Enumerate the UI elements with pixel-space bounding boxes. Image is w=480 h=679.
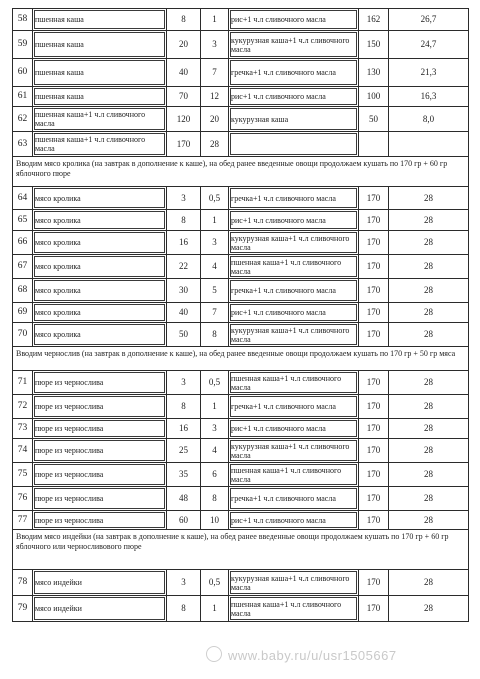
- gram-amount: 1: [201, 596, 229, 622]
- row-number: 67: [13, 255, 33, 279]
- total-amount: 170: [359, 371, 389, 395]
- breakfast-dish: гречка+1 ч.л сливочного масла: [229, 279, 359, 303]
- table-row: [13, 596, 469, 622]
- row-number: 73: [13, 419, 33, 439]
- total-amount: 170: [359, 596, 389, 622]
- breakfast-dish: кукурузная каша+1 ч.л сливочного масла: [229, 31, 359, 59]
- table-row: [13, 107, 469, 132]
- row-number: 74: [13, 439, 33, 463]
- row-number: 76: [13, 487, 33, 511]
- table-row: [13, 570, 469, 596]
- day-amount: 170: [167, 132, 201, 157]
- breakfast-dish: гречка+1 ч.л сливочного масла: [229, 187, 359, 210]
- table-row: [13, 487, 469, 511]
- table-row: [13, 395, 469, 419]
- product-name: пюре из чернослива: [33, 395, 167, 419]
- product-name: мясо кролика: [33, 231, 167, 255]
- product-name: мясо кролика: [33, 323, 167, 347]
- portion-value: 28: [389, 596, 469, 622]
- document-page: [12, 8, 468, 622]
- gram-amount: 0,5: [201, 187, 229, 210]
- table-row: [13, 231, 469, 255]
- portion-value: 26,7: [389, 9, 469, 31]
- product-name: пюре из чернослива: [33, 439, 167, 463]
- day-amount: 3: [167, 187, 201, 210]
- gram-amount: 5: [201, 279, 229, 303]
- gram-amount: 6: [201, 463, 229, 487]
- portion-value: 28: [389, 570, 469, 596]
- portion-value: 28: [389, 419, 469, 439]
- product-name: мясо кролика: [33, 255, 167, 279]
- row-number: 70: [13, 323, 33, 347]
- portion-value: 28: [389, 210, 469, 231]
- row-number: 64: [13, 187, 33, 210]
- gram-amount: 1: [201, 210, 229, 231]
- gram-amount: 4: [201, 439, 229, 463]
- table-row: [13, 511, 469, 530]
- day-amount: 22: [167, 255, 201, 279]
- row-number: 59: [13, 31, 33, 59]
- table-row: [13, 255, 469, 279]
- gram-amount: 20: [201, 107, 229, 132]
- section-note: Вводим чернослив (на завтрак в дополнение к каше), на обед ранее введенные овощи продолжаем кушать по 170 гр + 50 гр мяса: [13, 347, 469, 371]
- portion-value: 28: [389, 487, 469, 511]
- breakfast-dish: рис+1 ч.л сливочного масла: [229, 511, 359, 530]
- day-amount: 50: [167, 323, 201, 347]
- breakfast-dish: рис+1 ч.л сливочного масла: [229, 87, 359, 107]
- day-amount: 20: [167, 31, 201, 59]
- row-number: 69: [13, 303, 33, 323]
- day-amount: 60: [167, 511, 201, 530]
- feeding-schedule-table: [12, 8, 469, 622]
- row-number: 68: [13, 279, 33, 303]
- portion-value: 28: [389, 371, 469, 395]
- portion-value: 28: [389, 187, 469, 210]
- day-amount: 16: [167, 231, 201, 255]
- table-row: [13, 187, 469, 210]
- row-number: 61: [13, 87, 33, 107]
- gram-amount: 1: [201, 9, 229, 31]
- total-amount: 162: [359, 9, 389, 31]
- breakfast-dish: рис+1 ч.л сливочного масла: [229, 9, 359, 31]
- gram-amount: 10: [201, 511, 229, 530]
- table-row: [13, 59, 469, 87]
- breakfast-dish: пшенная каша+1 ч.л сливочного масла: [229, 371, 359, 395]
- row-number: 60: [13, 59, 33, 87]
- section-note-row: [13, 347, 469, 371]
- breakfast-dish: рис+1 ч.л сливочного масла: [229, 210, 359, 231]
- section-note: Вводим мясо кролика (на завтрак в дополнение к каше), на обед ранее введенные овощи продолжаем кушать по 170 гр + 60 гр яблочного пюре: [13, 157, 469, 187]
- total-amount: 170: [359, 463, 389, 487]
- section-note: Вводим мясо индейки (на завтрак в дополнение к каше), на обед ранее введенные овощи продолжаем кушать по 170 гр + 60 гр яблочного или черносливового пюре: [13, 530, 469, 570]
- product-name: мясо индейки: [33, 596, 167, 622]
- row-number: 72: [13, 395, 33, 419]
- portion-value: 28: [389, 255, 469, 279]
- portion-value: 28: [389, 231, 469, 255]
- breakfast-dish: кукурузная каша+1 ч.л сливочного масла: [229, 439, 359, 463]
- breakfast-dish: гречка+1 ч.л сливочного масла: [229, 59, 359, 87]
- total-amount: 170: [359, 511, 389, 530]
- breakfast-dish: пшенная каша+1 ч.л сливочного масла: [229, 255, 359, 279]
- product-name: пюре из чернослива: [33, 419, 167, 439]
- total-amount: 170: [359, 570, 389, 596]
- gram-amount: 7: [201, 59, 229, 87]
- total-amount: 170: [359, 395, 389, 419]
- table-row: [13, 31, 469, 59]
- table-row: [13, 279, 469, 303]
- row-number: 78: [13, 570, 33, 596]
- breakfast-dish: пшенная каша+1 ч.л сливочного масла: [229, 596, 359, 622]
- total-amount: 170: [359, 279, 389, 303]
- row-number: 66: [13, 231, 33, 255]
- breakfast-dish: гречка+1 ч.л сливочного масла: [229, 487, 359, 511]
- day-amount: 3: [167, 570, 201, 596]
- table-row: [13, 419, 469, 439]
- day-amount: 3: [167, 371, 201, 395]
- product-name: пюре из чернослива: [33, 371, 167, 395]
- portion-value: 8,0: [389, 107, 469, 132]
- portion-value: 28: [389, 323, 469, 347]
- total-amount: 170: [359, 323, 389, 347]
- table-row: [13, 439, 469, 463]
- day-amount: 40: [167, 303, 201, 323]
- total-amount: [359, 132, 389, 157]
- total-amount: 170: [359, 439, 389, 463]
- breakfast-dish: пшенная каша+1 ч.л сливочного масла: [229, 463, 359, 487]
- table-row: [13, 132, 469, 157]
- product-name: пюре из чернослива: [33, 487, 167, 511]
- gram-amount: 4: [201, 255, 229, 279]
- portion-value: 16,3: [389, 87, 469, 107]
- breakfast-dish: рис+1 ч.л сливочного масла: [229, 419, 359, 439]
- total-amount: 50: [359, 107, 389, 132]
- row-number: 58: [13, 9, 33, 31]
- row-number: 75: [13, 463, 33, 487]
- gram-amount: 12: [201, 87, 229, 107]
- table-row: [13, 323, 469, 347]
- gram-amount: 8: [201, 487, 229, 511]
- section-note-row: [13, 157, 469, 187]
- table-row: [13, 463, 469, 487]
- gram-amount: 3: [201, 231, 229, 255]
- day-amount: 8: [167, 395, 201, 419]
- total-amount: 130: [359, 59, 389, 87]
- day-amount: 35: [167, 463, 201, 487]
- gram-amount: 0,5: [201, 570, 229, 596]
- product-name: мясо кролика: [33, 210, 167, 231]
- table-row: [13, 303, 469, 323]
- watermark: www.baby.ru/u/usr1505667: [228, 648, 397, 663]
- gram-amount: 3: [201, 31, 229, 59]
- product-name: пшенная каша+1 ч.л сливочного масла: [33, 132, 167, 157]
- total-amount: 170: [359, 419, 389, 439]
- row-number: 65: [13, 210, 33, 231]
- total-amount: 150: [359, 31, 389, 59]
- row-number: 63: [13, 132, 33, 157]
- portion-value: 28: [389, 279, 469, 303]
- table-row: [13, 210, 469, 231]
- gram-amount: 1: [201, 395, 229, 419]
- row-number: 62: [13, 107, 33, 132]
- watermark-logo-icon: [206, 646, 222, 662]
- gram-amount: 28: [201, 132, 229, 157]
- breakfast-dish: кукурузная каша: [229, 107, 359, 132]
- breakfast-dish: кукурузная каша+1 ч.л сливочного масла: [229, 570, 359, 596]
- breakfast-dish: кукурузная каша+1 ч.л сливочного масла: [229, 323, 359, 347]
- total-amount: 170: [359, 487, 389, 511]
- day-amount: 40: [167, 59, 201, 87]
- table-row: [13, 9, 469, 31]
- day-amount: 25: [167, 439, 201, 463]
- total-amount: 100: [359, 87, 389, 107]
- table-row: [13, 87, 469, 107]
- portion-value: 24,7: [389, 31, 469, 59]
- portion-value: [389, 132, 469, 157]
- product-name: пюре из чернослива: [33, 463, 167, 487]
- portion-value: 28: [389, 395, 469, 419]
- day-amount: 70: [167, 87, 201, 107]
- day-amount: 48: [167, 487, 201, 511]
- portion-value: 28: [389, 439, 469, 463]
- row-number: 71: [13, 371, 33, 395]
- product-name: пшенная каша: [33, 87, 167, 107]
- total-amount: 170: [359, 303, 389, 323]
- breakfast-dish: рис+1 ч.л сливочного масла: [229, 303, 359, 323]
- product-name: пшенная каша: [33, 59, 167, 87]
- product-name: мясо кролика: [33, 187, 167, 210]
- product-name: пшенная каша: [33, 31, 167, 59]
- total-amount: 170: [359, 255, 389, 279]
- product-name: пшенная каша+1 ч.л сливочного масла: [33, 107, 167, 132]
- gram-amount: 3: [201, 419, 229, 439]
- day-amount: 8: [167, 9, 201, 31]
- product-name: пшенная каша: [33, 9, 167, 31]
- product-name: пюре из чернослива: [33, 511, 167, 530]
- day-amount: 8: [167, 596, 201, 622]
- gram-amount: 8: [201, 323, 229, 347]
- portion-value: 28: [389, 303, 469, 323]
- breakfast-dish: [229, 132, 359, 157]
- day-amount: 8: [167, 210, 201, 231]
- product-name: мясо индейки: [33, 570, 167, 596]
- product-name: мясо кролика: [33, 303, 167, 323]
- row-number: 79: [13, 596, 33, 622]
- day-amount: 16: [167, 419, 201, 439]
- total-amount: 170: [359, 231, 389, 255]
- gram-amount: 7: [201, 303, 229, 323]
- product-name: мясо кролика: [33, 279, 167, 303]
- day-amount: 120: [167, 107, 201, 132]
- gram-amount: 0,5: [201, 371, 229, 395]
- row-number: 77: [13, 511, 33, 530]
- breakfast-dish: гречка+1 ч.л сливочного масла: [229, 395, 359, 419]
- portion-value: 21,3: [389, 59, 469, 87]
- breakfast-dish: кукурузная каша+1 ч.л сливочного масла: [229, 231, 359, 255]
- total-amount: 170: [359, 187, 389, 210]
- section-note-row: [13, 530, 469, 570]
- day-amount: 30: [167, 279, 201, 303]
- portion-value: 28: [389, 463, 469, 487]
- portion-value: 28: [389, 511, 469, 530]
- total-amount: 170: [359, 210, 389, 231]
- table-row: [13, 371, 469, 395]
